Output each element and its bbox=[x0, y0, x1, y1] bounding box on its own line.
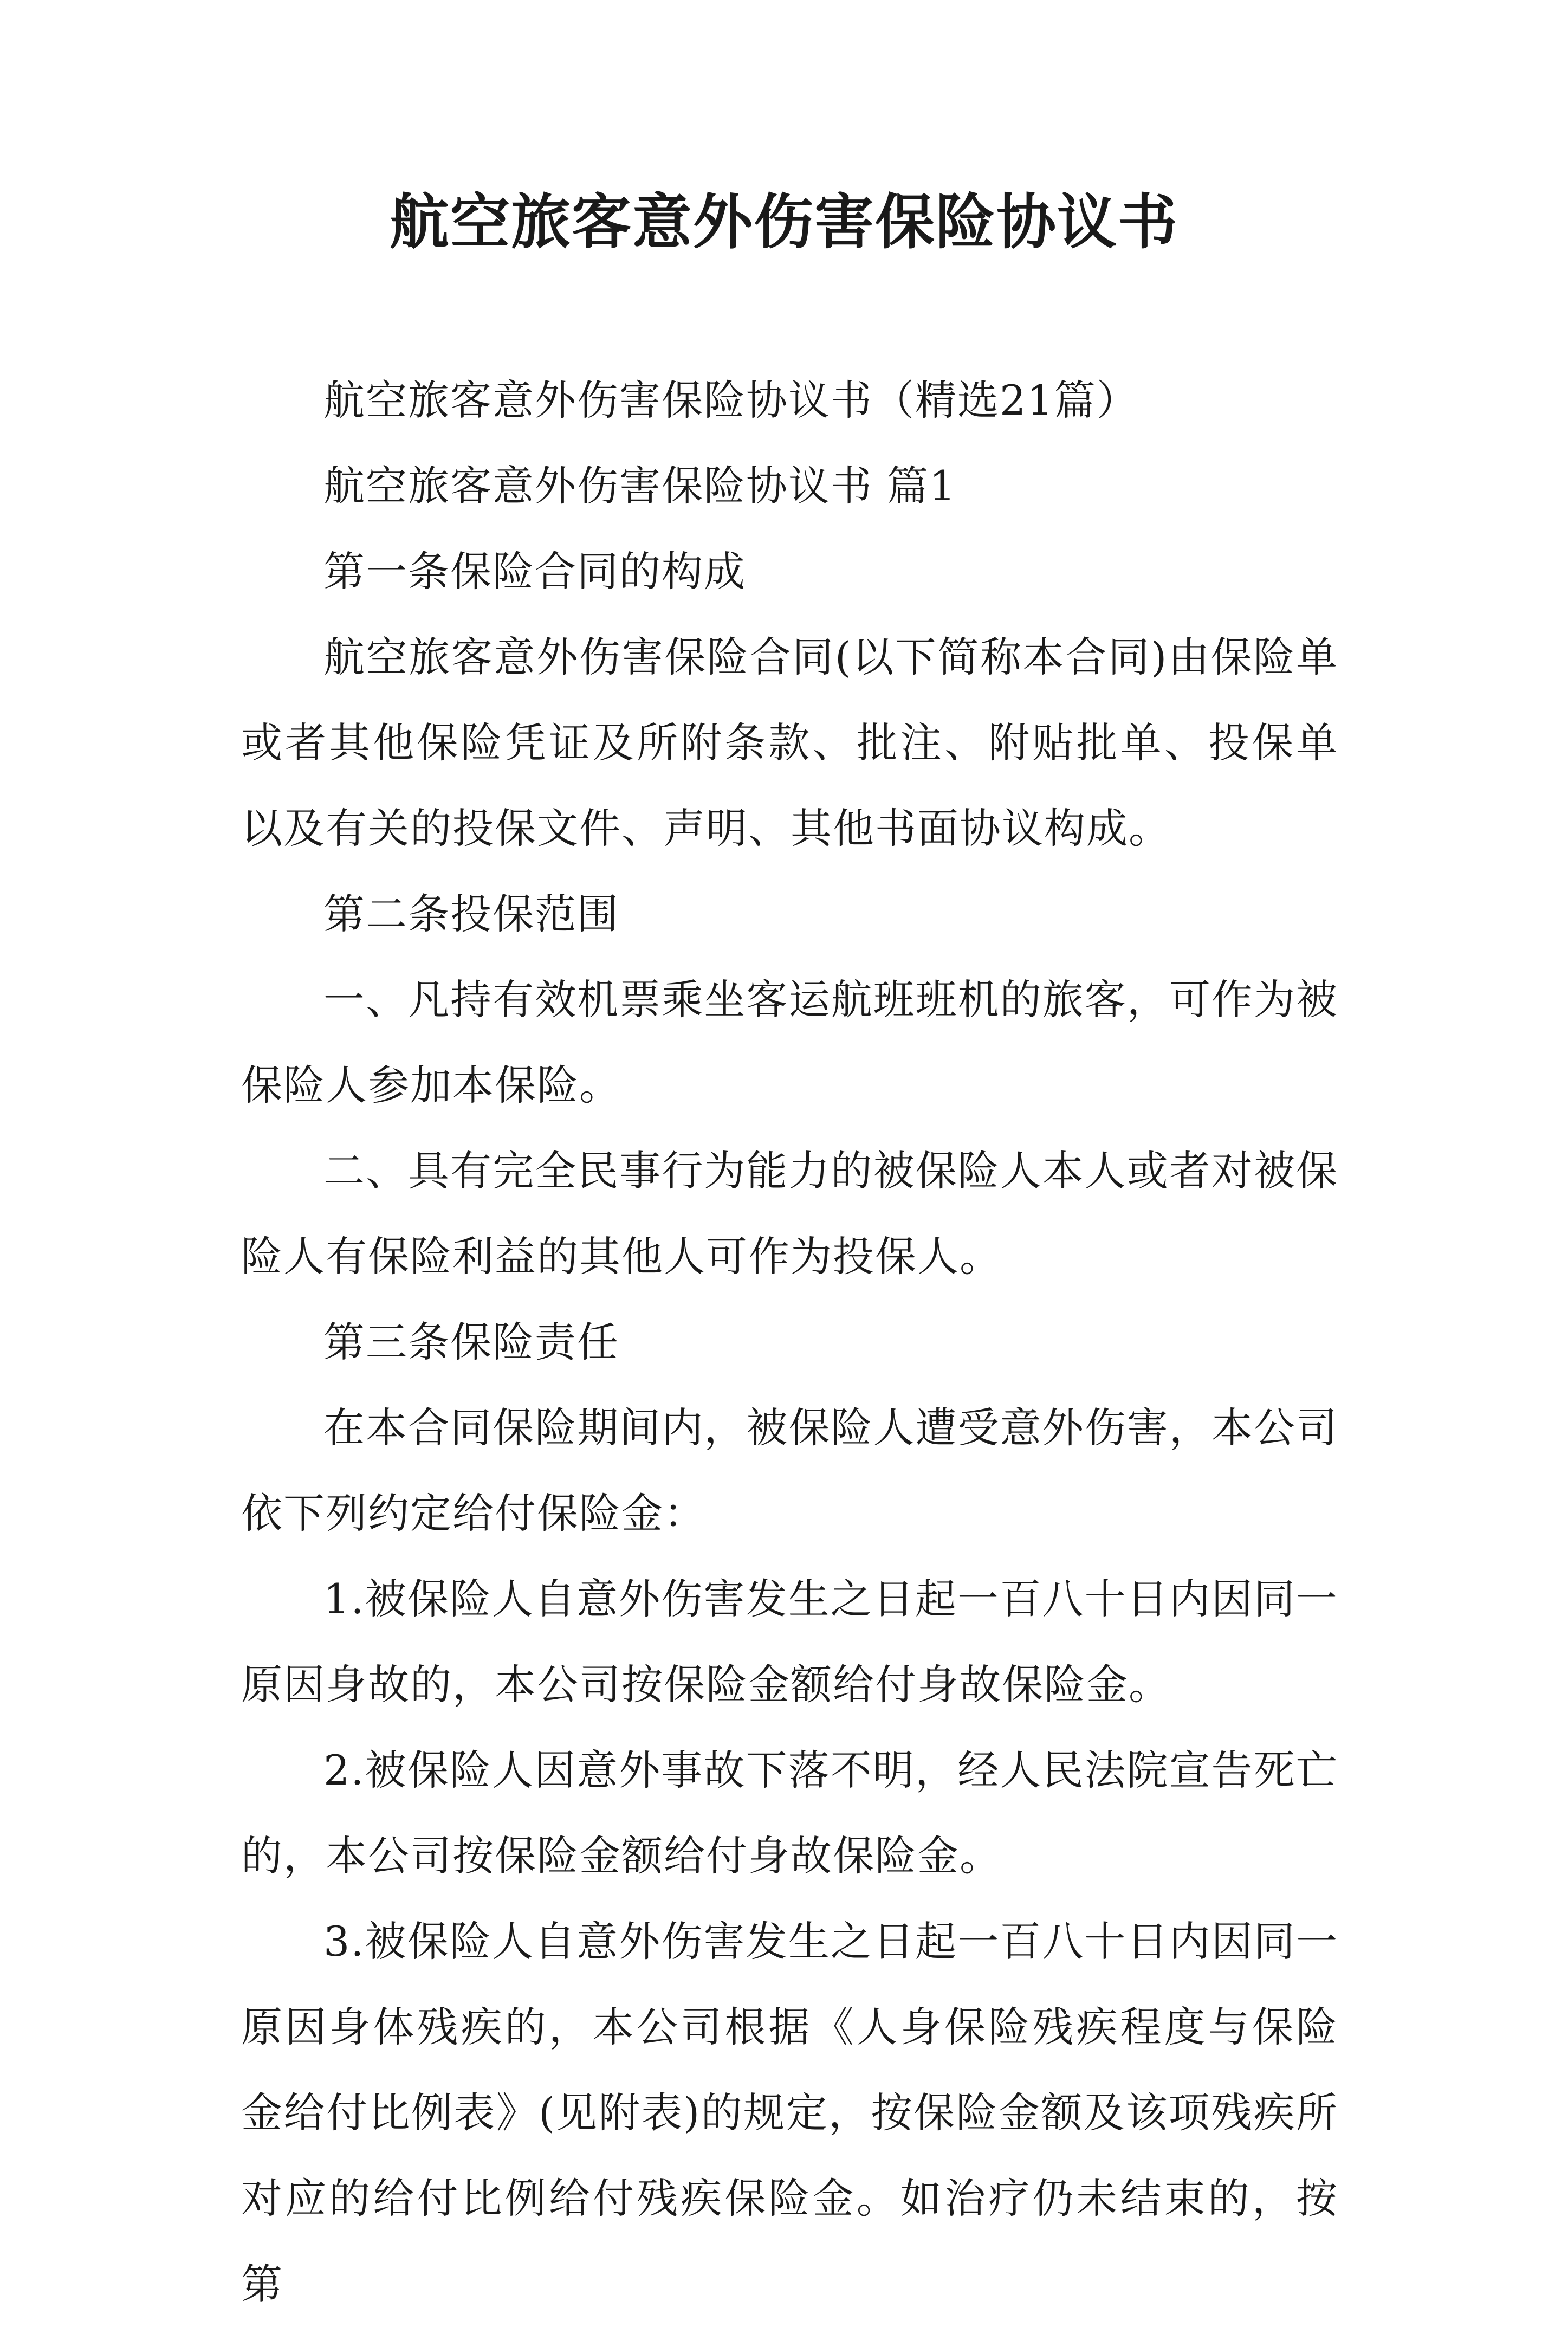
paragraph-article-3-item-2: 2.被保险人因意外事故下落不明，经人民法院宣告死亡的，本公司按保险金额给付身故保险金。 bbox=[241, 1746, 1338, 1880]
document-title: 航空旅客意外伤害保险协议书 bbox=[390, 187, 1178, 257]
paragraph-article-1-heading: 第一条保险合同的构成 bbox=[323, 547, 746, 596]
paragraph-article-3-heading: 第三条保险责任 bbox=[323, 1318, 619, 1366]
paragraph-article-3-intro: 在本合同保险期间内，被保险人遭受意外伤害，本公司依下列约定给付保险金： bbox=[241, 1404, 1338, 1537]
paragraph-article-2-heading: 第二条投保范围 bbox=[323, 890, 619, 938]
paragraph-article-3-item-1: 1.被保险人自意外伤害发生之日起一百八十日内因同一原因身故的，本公司按保险金额给付身故保险金。 bbox=[241, 1575, 1338, 1709]
document-body bbox=[241, 358, 1338, 2327]
paragraph-chapter-heading: 航空旅客意外伤害保险协议书 篇1 bbox=[323, 462, 957, 510]
paragraph-article-2-item-2: 二、具有完全民事行为能力的被保险人本人或者对被保险人有保险利益的其他人可作为投保人。 bbox=[241, 1147, 1338, 1281]
paragraph-article-1-body: 航空旅客意外伤害保险合同(以下简称本合同)由保险单或者其他保险凭证及所附条款、批注、附贴批单、投保单以及有关的投保文件、声明、其他书面协议构成。 bbox=[241, 633, 1338, 852]
paragraph-article-3-item-3: 3.被保险人自意外伤害发生之日起一百八十日内因同一原因身体残疾的，本公司根据《人身保险残疾程度与保险金给付比例表》(见附表)的规定，按保险金额及该项残疾所对应的给付比例给付残疾保险金。如治疗仍未结束的，按第 bbox=[241, 1917, 1338, 2308]
paragraph-article-2-item-1: 一、凡持有效机票乘坐客运航班班机的旅客，可作为被保险人参加本保险。 bbox=[241, 975, 1338, 1109]
paragraph-collection-heading: 航空旅客意外伤害保险协议书（精选21篇） bbox=[323, 376, 1139, 424]
